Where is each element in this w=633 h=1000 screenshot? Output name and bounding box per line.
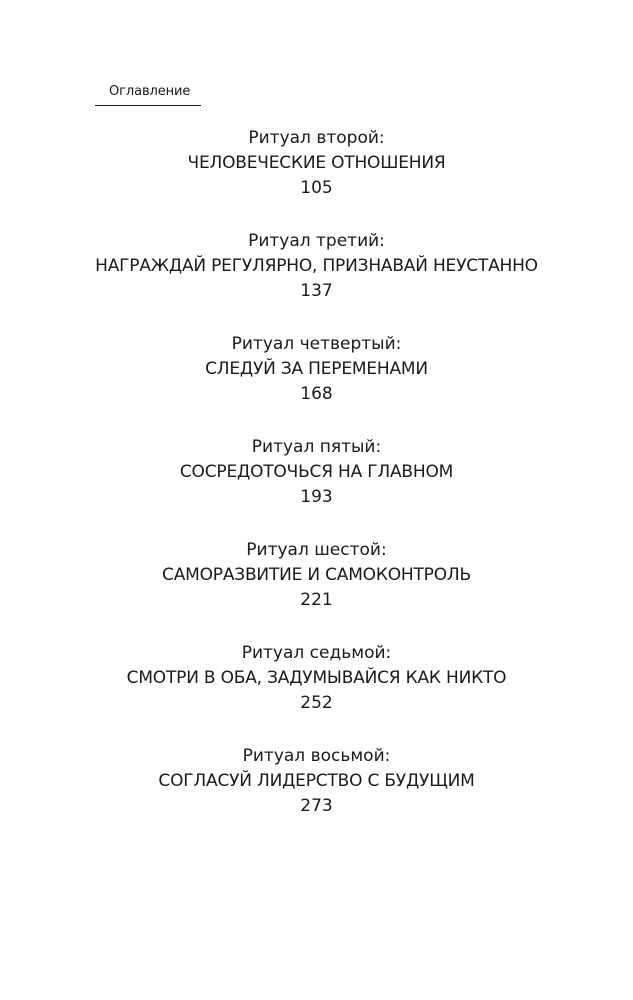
toc-entry-page: 221 xyxy=(300,590,333,610)
toc-entry xyxy=(0,641,633,744)
toc-entry-label: Ритуал седьмой: xyxy=(241,643,392,663)
toc-entry-title: СЛЕДУЙ ЗА ПЕРЕМЕНАМИ xyxy=(205,359,428,379)
toc-entry-title: СМОТРИ В ОБА, ЗАДУМЫВАЙСЯ КАК НИКТО xyxy=(126,668,507,688)
toc-entry-title: НАГРАЖДАЙ РЕГУЛЯРНО, ПРИЗНАВАЙ НЕУСТАННО xyxy=(95,256,538,276)
toc-entry-label: Ритуал пятый: xyxy=(251,437,382,457)
toc-entry-page: 137 xyxy=(300,281,333,301)
toc-entry-label: Ритуал четвертый: xyxy=(231,334,402,354)
toc-entry-page: 273 xyxy=(300,796,333,816)
toc-entry xyxy=(0,435,633,538)
toc-entry-title: САМОРАЗВИТИЕ И САМОКОНТРОЛЬ xyxy=(162,565,471,585)
toc-entry-label: Ритуал третий: xyxy=(248,231,385,251)
running-head-text: Оглавление xyxy=(109,84,191,99)
toc-entry-label: Ритуал восьмой: xyxy=(242,746,391,766)
toc-entry-title: СОСРЕДОТОЧЬСЯ НА ГЛАВНОМ xyxy=(179,462,454,482)
toc-entry xyxy=(0,332,633,435)
toc-entry xyxy=(0,229,633,332)
toc-entry xyxy=(0,538,633,641)
table-of-contents xyxy=(0,126,633,847)
toc-entry-label: Ритуал второй: xyxy=(248,128,385,148)
toc-entry-page: 168 xyxy=(300,384,333,404)
toc-entry xyxy=(0,744,633,847)
toc-entry-page: 105 xyxy=(300,178,333,198)
toc-entry xyxy=(0,126,633,229)
toc-entry-title: ЧЕЛОВЕЧЕСКИЕ ОТНОШЕНИЯ xyxy=(187,153,446,173)
toc-entry-label: Ритуал шестой: xyxy=(246,540,387,560)
toc-entry-page: 193 xyxy=(300,487,333,507)
running-head xyxy=(95,84,201,106)
toc-entry-title: СОГЛАСУЙ ЛИДЕРСТВО С БУДУЩИМ xyxy=(158,771,475,791)
toc-entry-page: 252 xyxy=(300,693,333,713)
